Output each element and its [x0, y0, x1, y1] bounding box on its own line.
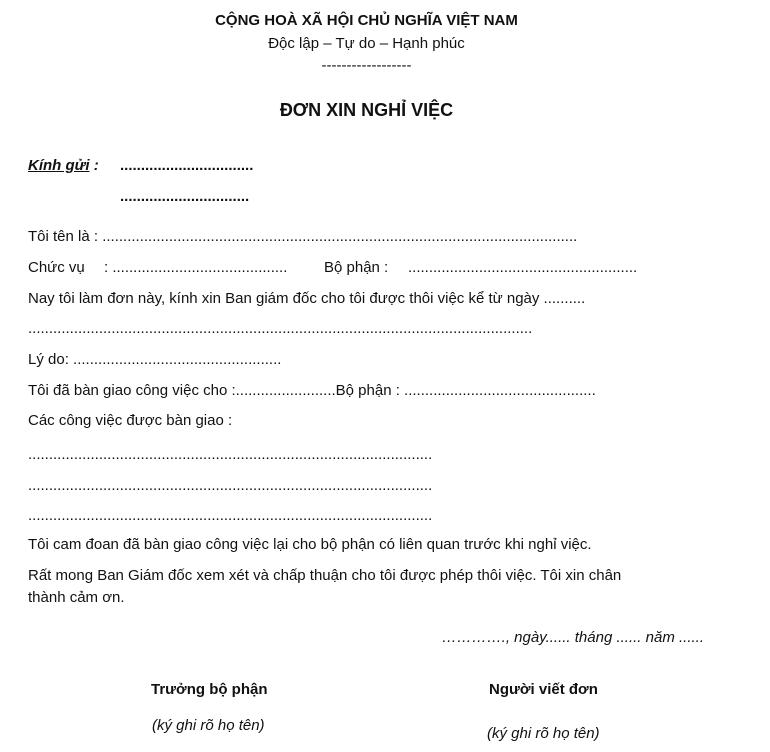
task-line-3: ................................................................................................. — [28, 507, 433, 524]
motto: Độc lập – Tự do – Hạnh phúc — [268, 35, 465, 52]
country-name: CỘNG HOÀ XÃ HỘI CHỦ NGHĨA VIỆT NAM — [215, 12, 518, 29]
recipient-line-1: ................................ — [120, 157, 254, 174]
commitment-statement: Tôi cam đoan đã bàn giao công việc lại cho bộ phận có liên quan trước khi nghỉ việc. — [28, 536, 592, 553]
signature-left-title: Trưởng bộ phận — [151, 681, 268, 698]
handover-field: Tôi đã bàn giao công việc cho :........................Bộ phận : .............................................. — [28, 382, 596, 399]
task-line-2: ................................................................................................. — [28, 477, 433, 494]
recipient-colon: : — [93, 157, 99, 174]
position-label: Chức vụ — [28, 259, 85, 276]
task-line-1: ................................................................................................. — [28, 446, 433, 463]
header-separator: ------------------ — [321, 57, 412, 74]
document-title: ĐƠN XIN NGHỈ VIỆC — [279, 100, 454, 120]
signature-right-title: Người viết đơn — [489, 681, 598, 698]
recipient-line-2: ............................... — [120, 188, 250, 205]
name-field: Tôi tên là : .................................................................................................................. — [28, 228, 578, 245]
recipient-label: Kính gửi — [28, 157, 90, 174]
request-statement-line-2: thành cảm ơn. — [28, 589, 125, 606]
recipient-block — [28, 157, 99, 174]
tasks-label: Các công việc được bàn giao : — [28, 412, 233, 429]
signature-right-note: (ký ghi rõ họ tên) — [487, 725, 600, 742]
department-label: Bộ phận : — [324, 259, 389, 276]
position-field: : .......................................... — [104, 259, 288, 276]
date-line: …………., ngày...... tháng ...... năm ...... — [441, 629, 704, 646]
reason-field: Lý do: .................................................. — [28, 351, 282, 368]
request-line: Nay tôi làm đơn này, kính xin Ban giám đốc cho tôi được thôi việc kể từ ngày .......... — [28, 290, 586, 307]
signature-left-note: (ký ghi rõ họ tên) — [152, 717, 265, 734]
request-continuation: ......................................................................................................................... — [28, 320, 533, 337]
request-statement-line-1: Rất mong Ban Giám đốc xem xét và chấp thuận cho tôi được phép thôi việc. Tôi xin chân — [28, 567, 622, 584]
department-field: ....................................................... — [408, 259, 638, 276]
